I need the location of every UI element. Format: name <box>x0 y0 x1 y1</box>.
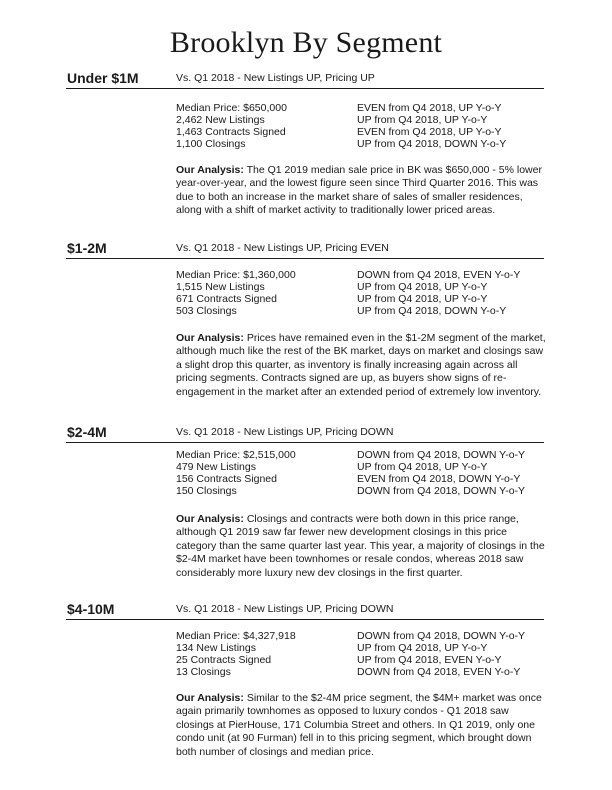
segment-summary: Vs. Q1 2018 - New Listings UP, Pricing UP <box>176 72 375 84</box>
stat-change: UP from Q4 2018, DOWN Y-o-Y <box>357 305 507 317</box>
stat-change: UP from Q4 2018, UP Y-o-Y <box>357 293 488 305</box>
stat-metric: Median Price: $4,327,918 <box>176 630 296 642</box>
stat-metric: 503 Closings <box>176 305 237 317</box>
analysis-label: Our Analysis: <box>176 332 244 344</box>
stat-metric: 479 New Listings <box>176 461 256 473</box>
stat-metric: 134 New Listings <box>176 642 256 654</box>
analysis-text: The Q1 2019 median sale price in BK was $650,000 - 5% lower year-over-year, and the lowest figure seen since Third Quarter 2016. This was due to both an increase in the market share of sales of smaller residences, along with a shift of market activity to traditionally lower priced areas. <box>176 164 542 217</box>
stat-change: DOWN from Q4 2018, DOWN Y-o-Y <box>357 485 526 497</box>
stat-metric: 13 Closings <box>176 666 231 678</box>
stat-metric: 671 Contracts Signed <box>176 293 277 305</box>
stat-row <box>176 102 556 114</box>
stat-row <box>176 293 556 305</box>
analysis-text: Similar to the $2-4M price segment, the $4M+ market was once again primarily townhomes as opposed to luxury condos - Q1 2018 saw closings at PierHouse, 171 Columbia Street and others. In Q1 2019, only one condo unit (at 90 Furman) fell in to this pricing segment, which brought down both number of closings and median price. <box>176 692 542 758</box>
stat-change: DOWN from Q4 2018, EVEN Y-o-Y <box>357 666 521 678</box>
stat-change: UP from Q4 2018, UP Y-o-Y <box>357 642 488 654</box>
segment-divider <box>66 258 544 259</box>
segment-analysis <box>176 164 548 218</box>
stat-row <box>176 666 556 678</box>
stat-change: EVEN from Q4 2018, UP Y-o-Y <box>357 126 502 138</box>
stat-metric: 150 Closings <box>176 485 237 497</box>
stat-metric: 1,515 New Listings <box>176 281 265 293</box>
segment-divider <box>66 619 544 620</box>
stat-metric: Median Price: $2,515,000 <box>176 449 296 461</box>
segment-stats <box>176 269 556 317</box>
segment-label: $2-4M <box>67 424 107 440</box>
stat-row <box>176 630 556 642</box>
segment-stats <box>176 630 556 678</box>
stat-change: EVEN from Q4 2018, DOWN Y-o-Y <box>357 473 521 485</box>
segment-header <box>0 424 612 444</box>
stat-metric: 1,100 Closings <box>176 138 246 150</box>
stat-change: DOWN from Q4 2018, EVEN Y-o-Y <box>357 269 521 281</box>
segment-stats <box>176 102 556 150</box>
stat-row <box>176 281 556 293</box>
stat-row <box>176 269 556 281</box>
segment-summary: Vs. Q1 2018 - New Listings UP, Pricing EVEN <box>176 242 389 254</box>
stat-change: UP from Q4 2018, UP Y-o-Y <box>357 461 488 473</box>
segment-stats <box>176 449 556 497</box>
stat-row <box>176 485 556 497</box>
segment-header <box>0 601 612 621</box>
segment-analysis <box>176 513 548 580</box>
segment-analysis <box>176 332 548 399</box>
stat-metric: Median Price: $650,000 <box>176 102 287 114</box>
segment-label: $4-10M <box>67 601 115 617</box>
stat-change: UP from Q4 2018, DOWN Y-o-Y <box>357 138 507 150</box>
stat-change: UP from Q4 2018, UP Y-o-Y <box>357 114 488 126</box>
stat-metric: 156 Contracts Signed <box>176 473 277 485</box>
stat-row <box>176 461 556 473</box>
stat-change: EVEN from Q4 2018, UP Y-o-Y <box>357 102 502 114</box>
stat-metric: Median Price: $1,360,000 <box>176 269 296 281</box>
segment-summary: Vs. Q1 2018 - New Listings UP, Pricing DOWN <box>176 426 394 438</box>
stat-change: DOWN from Q4 2018, DOWN Y-o-Y <box>357 449 526 461</box>
segment-divider <box>66 88 544 89</box>
stat-row <box>176 654 556 666</box>
stat-row <box>176 449 556 461</box>
stat-row <box>176 138 556 150</box>
segment-header <box>0 240 612 260</box>
stat-metric: 2,462 New Listings <box>176 114 265 126</box>
segment-analysis <box>176 692 548 759</box>
analysis-label: Our Analysis: <box>176 164 244 176</box>
segment-label: $1-2M <box>67 240 107 256</box>
stat-change: UP from Q4 2018, EVEN Y-o-Y <box>357 654 502 666</box>
segment-header <box>0 70 612 90</box>
analysis-text: Prices have remained even in the $1-2M segment of the market, although much like the rest of the BK market, days on market and closings saw a slight drop this quarter, as inventory is finally increasing again across all pricing segments. Contracts signed are up, as buyers show signs of re-engagement in the market after an extended period of extremely low inventory. <box>176 332 546 398</box>
stat-row <box>176 305 556 317</box>
analysis-text: Closings and contracts were both down in this price range, although Q1 2019 saw far fewer new development closings in this price category than the same quarter last year. This year, a majority of closings in the $2-4M market have been townhomes or resale condos, whereas 2018 saw considerably more luxury new dev closings in the first quarter. <box>176 513 545 579</box>
page-title: Brooklyn By Segment <box>169 26 443 59</box>
stat-row <box>176 642 556 654</box>
stat-metric: 1,463 Contracts Signed <box>176 126 286 138</box>
segment-summary: Vs. Q1 2018 - New Listings UP, Pricing DOWN <box>176 603 394 615</box>
analysis-label: Our Analysis: <box>176 692 244 704</box>
segment-label: Under $1M <box>67 70 139 86</box>
segment-divider <box>66 442 544 443</box>
stat-row <box>176 126 556 138</box>
stat-row <box>176 114 556 126</box>
stat-row <box>176 473 556 485</box>
stat-change: DOWN from Q4 2018, DOWN Y-o-Y <box>357 630 526 642</box>
stat-metric: 25 Contracts Signed <box>176 654 272 666</box>
stat-change: UP from Q4 2018, UP Y-o-Y <box>357 281 488 293</box>
analysis-label: Our Analysis: <box>176 513 244 525</box>
